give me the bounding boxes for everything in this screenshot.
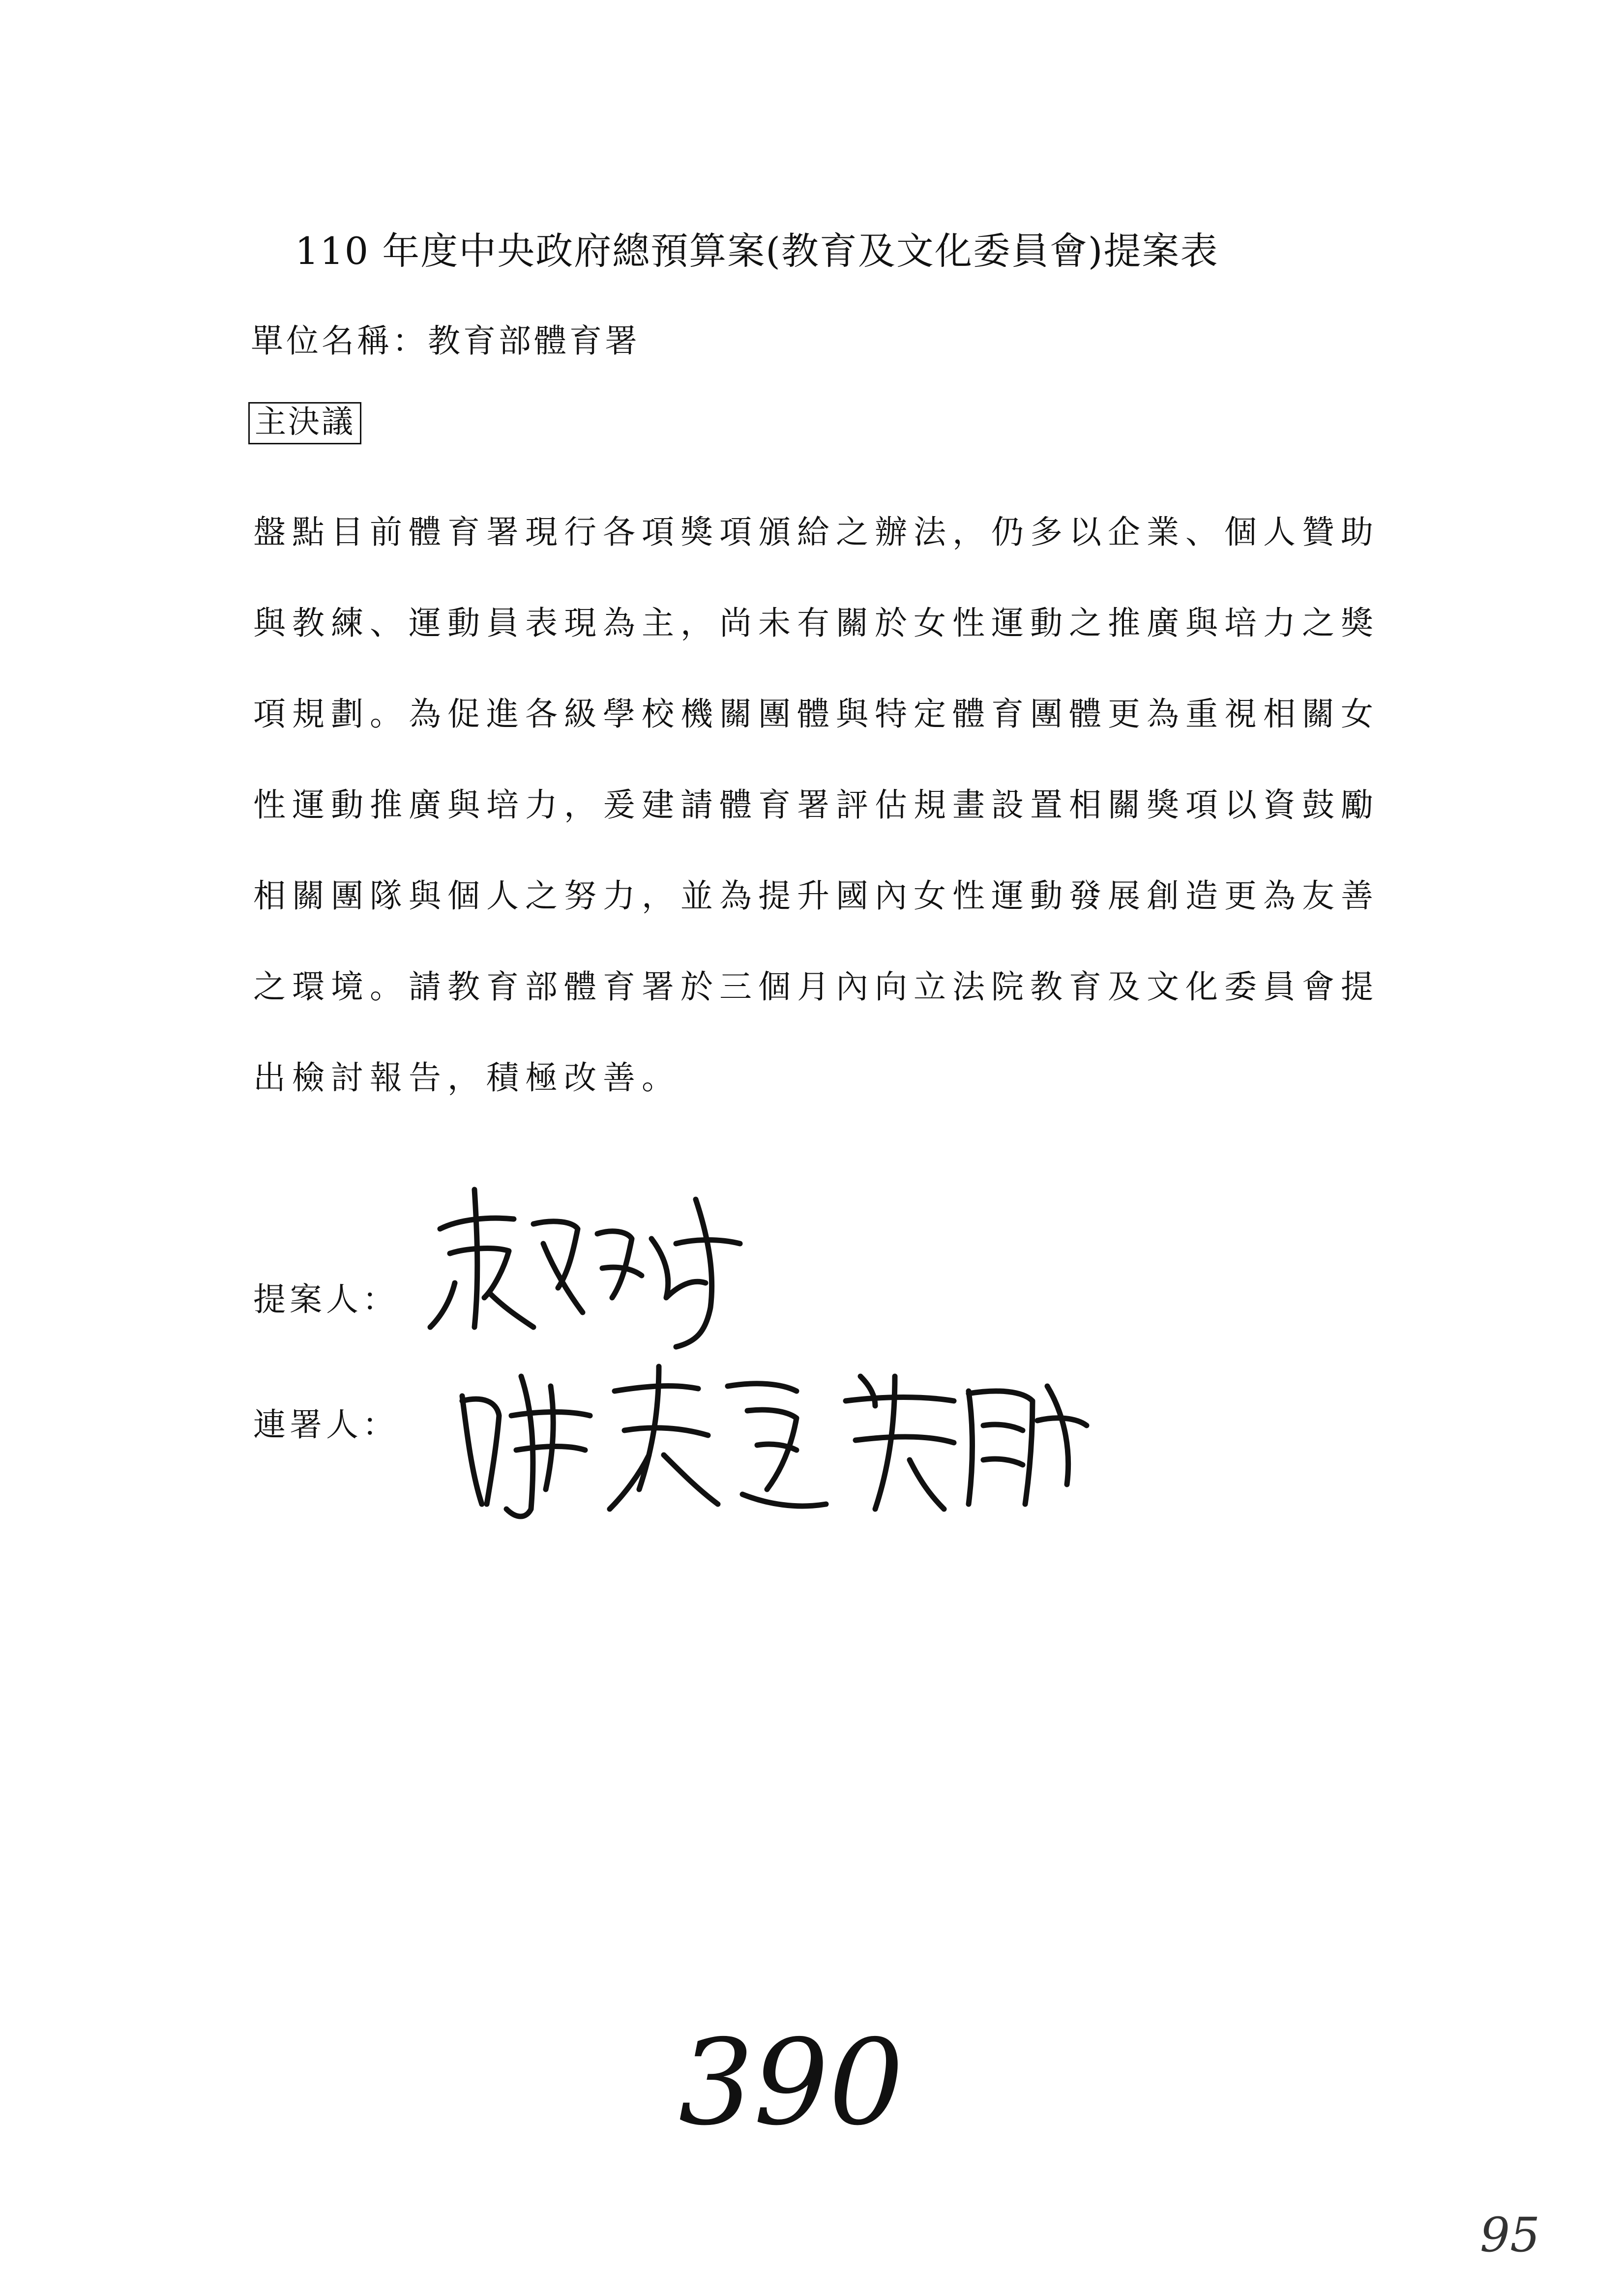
body-line: 盤點目前體育署現行各項獎項頒給之辦法，仍多以企業、個人贊助 bbox=[253, 513, 1380, 551]
body-line: 相關團隊與個人之努力，並為提升國內女性運動發展創造更為友善 bbox=[253, 877, 1380, 915]
page-number bbox=[1475, 2202, 1554, 2266]
unit-name-line: 單位名稱：教育部體育署 bbox=[251, 322, 640, 360]
cosigner-signatures bbox=[452, 1347, 1092, 1534]
document-title: 110 年度中央政府總預算案(教育及文化委員會)提案表 bbox=[295, 229, 1219, 273]
handwritten-number bbox=[669, 2005, 944, 2153]
cosigner-label: 連署人： bbox=[253, 1406, 399, 1444]
svg-text:390: 390 bbox=[679, 2014, 904, 2151]
body-line: 與教練、運動員表現為主，尚未有關於女性運動之推廣與培力之獎 bbox=[253, 604, 1380, 642]
body-line: 性運動推廣與培力，爰建請體育署評估規畫設置相關獎項以資鼓勵 bbox=[253, 786, 1380, 824]
body-line: 出檢討報告，積極改善。 bbox=[253, 1059, 680, 1097]
body-line: 項規劃。為促進各級學校機關團體與特定體育團體更為重視相關女 bbox=[253, 695, 1380, 733]
resolution-body bbox=[253, 487, 1379, 1123]
body-line: 之環境。請教育部體育署於三個月內向立法院教育及文化委員會提 bbox=[253, 968, 1380, 1006]
proposer-label: 提案人： bbox=[253, 1280, 399, 1318]
section-label-main-resolution: 主決議 bbox=[248, 402, 361, 444]
proposer-signature bbox=[420, 1170, 755, 1357]
svg-text:95: 95 bbox=[1480, 2208, 1540, 2263]
